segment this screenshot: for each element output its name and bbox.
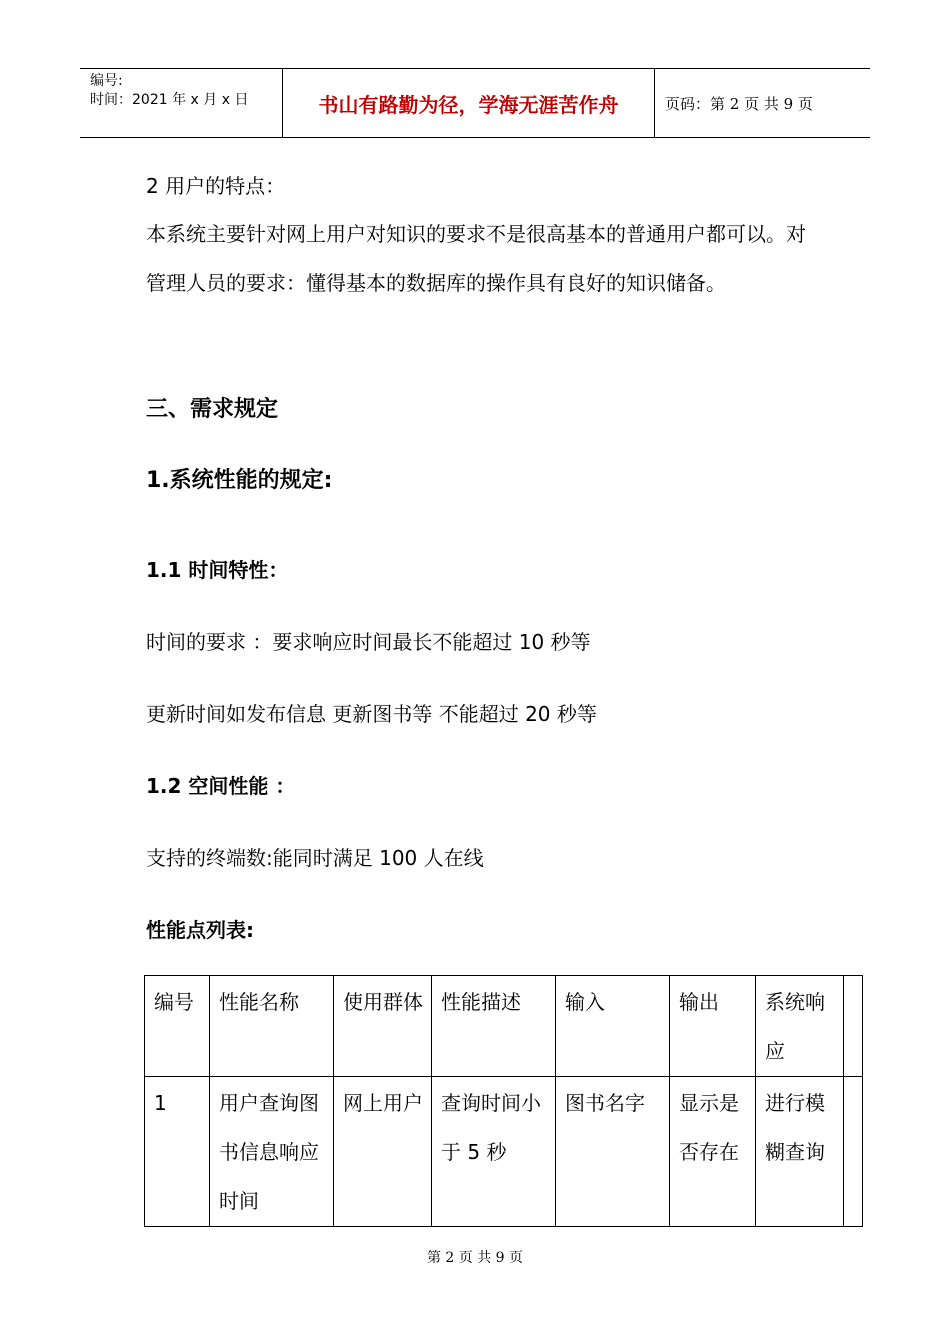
time-characteristic-heading: 1.1 时间特性： — [146, 558, 289, 582]
table-cell: 网上用户 — [334, 1077, 432, 1227]
table-cell — [844, 1077, 863, 1227]
time-label: 时间：2021 年 x 月 x 日 — [90, 92, 249, 108]
performance-table — [144, 975, 863, 1227]
performance-list-title: 性能点列表: — [146, 918, 254, 942]
section-user-heading: 2 用户的特点： — [146, 174, 286, 198]
section-user-paragraph: 本系统主要针对网上用户对知识的要求不是很高基本的普通用户都可以。对管理人员的要求：懂得基本的数据库的操作具有良好的知识储备。 — [146, 222, 806, 295]
space-performance-heading: 1.2 空间性能 ： — [146, 774, 296, 798]
table-cell: 进行模糊查询 — [756, 1077, 844, 1227]
table-cell: 查询时间小于 5 秒 — [432, 1077, 556, 1227]
terminal-support-line: 支持的终端数:能同时满足 100 人在线 — [146, 846, 484, 870]
table-cell: 用户查询图书信息响应时间 — [210, 1077, 334, 1227]
table-header-cell: 性能描述 — [432, 976, 556, 1077]
table-cell: 显示是否存在 — [670, 1077, 756, 1227]
table-row — [145, 1077, 863, 1227]
table-header-cell: 系统响应 — [756, 976, 844, 1077]
update-time-line: 更新时间如发布信息 更新图书等 不能超过 20 秒等 — [146, 702, 597, 726]
header-motto: 书山有路勤为径，学海无涯苦作舟 — [282, 69, 655, 137]
page-header — [80, 68, 870, 138]
table-header-cell: 性能名称 — [210, 976, 334, 1077]
table-header-cell: 输出 — [670, 976, 756, 1077]
performance-heading: 1.系统性能的规定: — [146, 468, 333, 493]
table-header-cell: 编号 — [145, 976, 210, 1077]
table-header-cell: 使用群体 — [334, 976, 432, 1077]
time-requirement-line: 时间的要求 ：要求响应时间最长不能超过 10 秒等 — [146, 630, 591, 654]
header-page-info: 页码：第 2 页 共 9 页 — [665, 94, 813, 113]
table-header-row — [145, 976, 863, 1077]
number-label: 编号: — [90, 73, 123, 89]
table-cell: 图书名字 — [556, 1077, 670, 1227]
requirements-heading: 三、需求规定 — [146, 397, 279, 422]
table-header-cell — [844, 976, 863, 1077]
header-left-cell — [80, 69, 282, 137]
table-cell: 1 — [145, 1077, 210, 1227]
table-header-cell: 输入 — [556, 976, 670, 1077]
page-footer: 第 2 页 共 9 页 — [426, 1250, 524, 1266]
